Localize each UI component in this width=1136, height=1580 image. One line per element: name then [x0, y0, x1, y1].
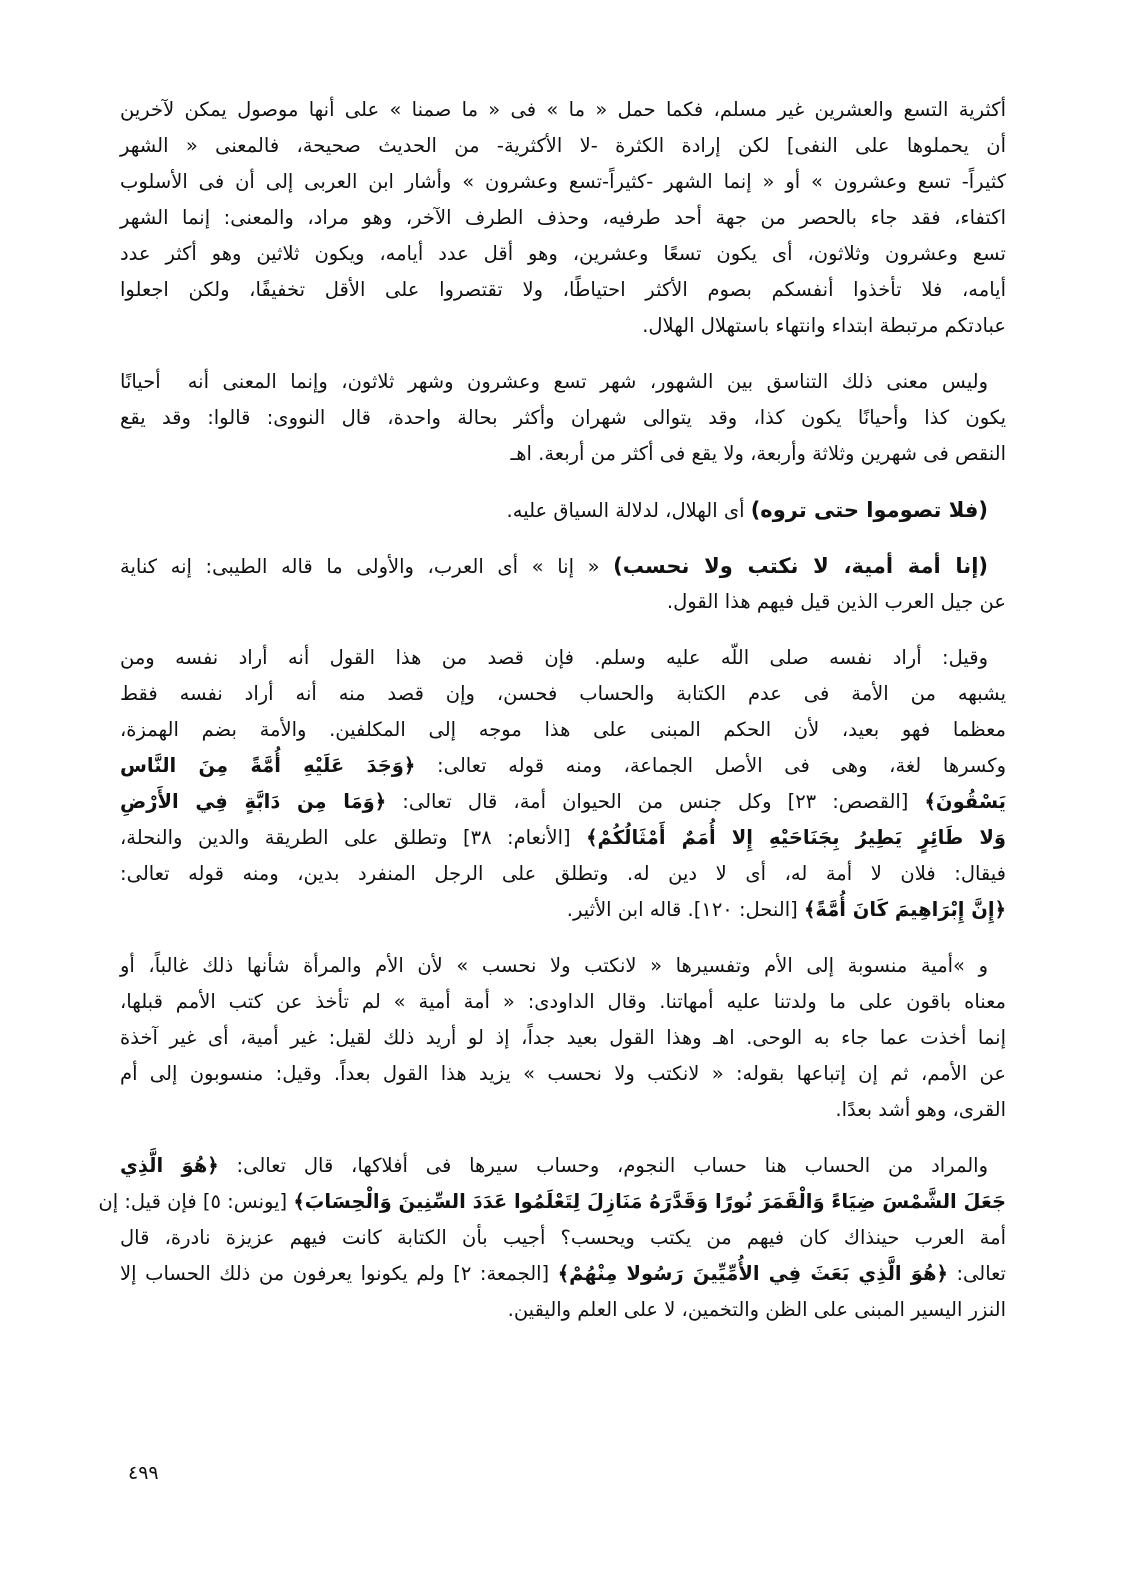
quran-quote: ﴿هُوَ الَّذِي — [120, 1154, 219, 1177]
text-line — [120, 748, 1006, 784]
text-line — [120, 436, 1006, 472]
text-segment: « إنا » أى العرب، والأولى ما قاله الطيبى: إنه كناية — [120, 555, 614, 578]
text-segment: أى الهلال، لدلالة السياق عليه. — [506, 499, 751, 522]
text-segment: عن جيل العرب الذين قيل فيهم هذا القول. — [666, 590, 1006, 613]
text-segment: أمة العرب حينذاك كان فيهم من يكتب ويحسب؟ أجيب بأن الكتابة كانت فيهم عزيزة نادرة، قال — [120, 1226, 1006, 1249]
text-line — [120, 1292, 1006, 1328]
text-segment: أيامه، فلا تأخذوا أنفسكم بصوم الأكثر احتياطًا، ولا تقتصروا على الأقل تخفيفًا، ولكن اجعلوا — [120, 278, 1006, 301]
text-line — [120, 308, 1006, 344]
text-line — [120, 200, 1006, 236]
text-segment: يشبهه من الأمة فى عدم الكتابة والحساب فحسن، وإن قصد منه أنه أراد نفسه فقط — [120, 682, 1006, 705]
text-line — [120, 92, 1006, 128]
text-segment: [القصص: ٢٣] وكل جنس من الحيوان أمة، قال تعالى: — [386, 790, 925, 813]
paragraph — [120, 92, 1006, 344]
paragraph — [120, 640, 1006, 928]
paragraph — [98, 1148, 1006, 1328]
text-line — [120, 1092, 1006, 1128]
text-segment: اكتفاء، فقد جاء بالحصر من جهة أحد طرفيه، وحذف الطرف الآخر، وهو مراد، والمعنى: إنما الشهر — [120, 206, 1006, 229]
text-segment: النقص فى شهرين وثلاثة وأربعة، ولا يقع فى أكثر من أربعة. اهـ — [510, 442, 1006, 465]
text-segment: و »أمية منسوبة إلى الأم وتفسيرها « لانكتب ولا نحسب » لأن الأم والمرأة شأنها ذلك غالباً، أو — [120, 954, 988, 977]
text-line — [120, 784, 1006, 820]
text-line — [120, 820, 1006, 856]
text-line — [120, 856, 1006, 892]
text-segment: عبادتكم مرتبطة ابتداء وانتهاء باستهلال الهلال. — [642, 314, 1006, 337]
text-line — [120, 1148, 1006, 1184]
text-segment: [يونس: ٥] فإن قيل: إن — [98, 1190, 294, 1213]
text-segment: تعالى: — [947, 1262, 1006, 1285]
quran-quote: يَسْقُونَ﴾ — [924, 790, 1006, 813]
text-line — [120, 948, 1006, 984]
text-segment: وقيل: أراد نفسه صلى اللّه عليه وسلم. فإن قصد من هذا القول أنه أراد نفسه ومن — [120, 646, 988, 669]
text-segment: القرى، وهو أشد بعدًا. — [835, 1098, 1006, 1121]
text-segment: وكسرها لغة، وهى فى الأصل الجماعة، ومنه قوله تعالى: — [415, 754, 1006, 777]
text-line — [98, 1184, 1006, 1220]
page-body — [98, 92, 1006, 1348]
text-line — [120, 128, 1006, 164]
paragraph — [120, 364, 1006, 472]
text-line — [120, 712, 1006, 748]
quran-quote: ﴿إِنَّ إِبْرَاهِيمَ كَانَ أُمَّةً﴾ — [803, 898, 1006, 921]
text-line — [120, 676, 1006, 712]
text-line — [120, 984, 1006, 1020]
text-line — [120, 1056, 1006, 1092]
text-line — [120, 364, 1006, 400]
text-segment: معناه باقون على ما ولدتنا عليه أمهاتنا. وقال الداودى: « أمة أمية » لم تأخذ عن كتب الأمم قبلها، — [120, 990, 1006, 1013]
text-segment: [الجمعة: ٢] ولم يكونوا يعرفون من ذلك الحساب إلا — [120, 1262, 558, 1285]
text-segment: أكثرية التسع والعشرين غير مسلم، فكما حمل « ما » فى « ما صمنا » على أنها موصول يمكن لآخرين — [120, 98, 1006, 121]
text-segment: فيقال: فلان لا أمة له، أى لا دين له. وتطلق على الرجل المنفرد بدين، ومنه قوله تعالى: — [120, 862, 1006, 885]
text-segment: عن الأمم، ثم إن إتباعها بقوله: « لانكتب ولا نحسب » يزيد هذا القول بعداً. وقيل: منسوبون إلى أم — [120, 1062, 1006, 1085]
quran-quote: وَلا طَائِرٍ يَطِيرُ بِجَنَاحَيْهِ إِلا أُمَمٌ أَمْثَالُكُمْ﴾ — [586, 826, 1006, 849]
text-line — [120, 640, 1006, 676]
quran-quote: ﴿هُوَ الَّذِي بَعَثَ فِي الأُمِّيِّينَ رَسُولا مِنْهُمْ﴾ — [557, 1262, 948, 1285]
text-segment: [الأنعام: ٣٨] وتطلق على الطريقة والدين والنحلة، — [120, 826, 587, 849]
text-line — [120, 164, 1006, 200]
text-segment: النزر اليسير المبنى على الظن والتخمين، لا على العلم واليقين. — [507, 1298, 1006, 1321]
text-line — [120, 236, 1006, 272]
text-line — [120, 584, 1006, 620]
text-segment: أن يحملوها على النفى] لكن إرادة الكثرة -لا الأكثرية- من الحديث صحيحة، فالمعنى « الشهر — [120, 134, 1006, 157]
paragraph — [120, 948, 1006, 1128]
text-line — [120, 492, 1006, 528]
paragraph — [120, 492, 1006, 528]
text-line — [120, 400, 1006, 436]
paragraph — [120, 548, 1006, 620]
text-segment: يكون كذا وأحيانًا يكون كذا، وقد يتوالى شهران وأكثر بحالة واحدة، قال النووى: قالوا: وقد يقع — [120, 406, 1006, 429]
text-segment: وليس معنى ذلك التناسق بين الشهور، شهر تسع وعشرون وشهر ثلاثون، وإنما المعنى أنه أحيانًا — [120, 370, 988, 393]
text-line — [120, 272, 1006, 308]
text-segment: إنما أخذت عما جاء به الوحى. اهـ وهذا القول بعيد جداً، إذ لو أريد ذلك لقيل: غير أمية، أى غير آخذة — [120, 1026, 1006, 1049]
text-segment: [النحل: ١٢٠]. قاله ابن الأثير. — [566, 898, 804, 921]
text-segment: والمراد من الحساب هنا حساب النجوم، وحساب سيرها فى أفلاكها، قال تعالى: — [218, 1154, 988, 1177]
text-segment: تسع وعشرون وثلاثون، أى يكون تسعًا وعشرين، وهو أقل عدد أيامه، ويكون ثلاثين وهو أكثر عدد — [120, 242, 1006, 265]
quran-quote: ﴿وَجَدَ عَلَيْهِ أُمَّةً مِنَ النَّاس — [120, 754, 416, 777]
text-line — [120, 1256, 1006, 1292]
quran-quote: جَعَلَ الشَّمْسَ ضِيَاءً وَالْقَمَرَ نُورًا وَقَدَّرَهُ مَنَازِلَ لِتَعْلَمُوا عَدَدَ السِّنِينَ وَالْحِسَابَ﴾ — [293, 1190, 1006, 1213]
text-segment: كثيراً- تسع وعشرون » أو « إنما الشهر -كثيراً-تسع وعشرون » وأشار ابن العربى إلى أن فى الأسلوب — [120, 170, 1006, 193]
quran-quote: ﴿وَمَا مِن دَابَّةٍ فِي الأَرْضِ — [120, 790, 387, 813]
text-segment: معظما فهو بعيد، لأن الحكم المبنى على هذا موجه إلى المكلفين. والأمة بضم الهمزة، — [120, 718, 1006, 741]
text-line — [120, 1220, 1006, 1256]
text-line — [120, 892, 1006, 928]
text-line — [120, 548, 1006, 584]
text-line — [120, 1020, 1006, 1056]
hadith-lemma: (فلا تصوموا حتى تروه) — [750, 498, 988, 522]
page-number: ٤٩٩ — [128, 1462, 159, 1484]
hadith-lemma: (إنا أمة أمية، لا نكتب ولا نحسب) — [613, 554, 988, 578]
